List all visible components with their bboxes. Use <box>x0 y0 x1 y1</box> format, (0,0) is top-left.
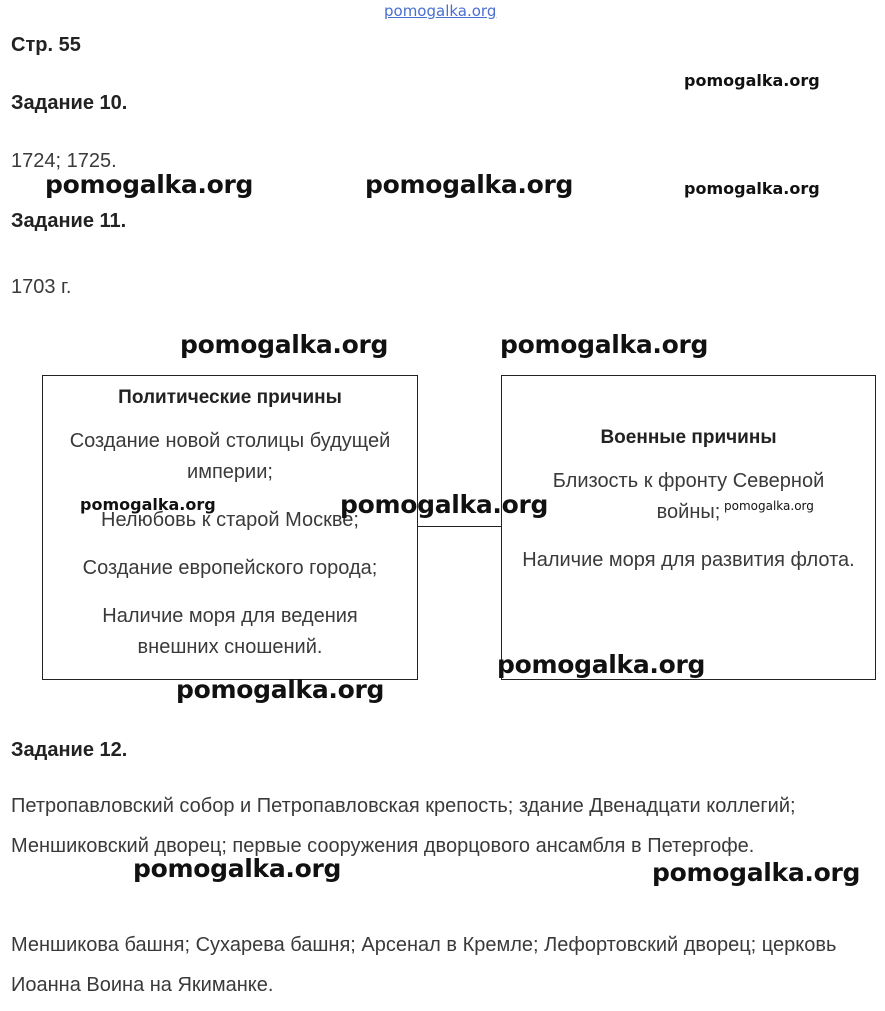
task-12-paragraph-2: Меншикова башня; Сухарева башня; Арсенал в Кремле; Лефортовский дворец; церковь Иоанна Воина на Якиманке. <box>11 934 837 996</box>
watermark: pomogalka.org <box>365 170 574 199</box>
watermark: pomogalka.org <box>340 490 549 519</box>
watermark: pomogalka.org <box>652 858 861 887</box>
military-reason-1: Близость к фронту Северной войны; <box>552 470 825 523</box>
watermark: pomogalka.org <box>133 854 342 883</box>
political-reason-2: Нелюбовь к старой Москве; <box>101 509 359 531</box>
watermark: pomogalka.org <box>80 495 216 514</box>
page-label: Стр. 55 <box>11 34 81 56</box>
task-11-title: Задание 11. <box>11 210 127 232</box>
task-11-answer: 1703 г. <box>11 276 72 298</box>
watermark: pomogalka.org <box>684 179 820 198</box>
watermark: pomogalka.org <box>45 170 254 199</box>
political-reason-4: Наличие моря для ведения внешних сношений. <box>102 605 358 658</box>
political-reason-3: Создание европейского города; <box>82 557 378 579</box>
connector-line <box>418 526 501 527</box>
military-reasons-box <box>501 375 876 680</box>
watermark: pomogalka.org <box>724 499 814 513</box>
political-reasons-title: Политические причины <box>118 387 342 408</box>
watermark: pomogalka.org <box>180 330 389 359</box>
watermark: pomogalka.org <box>500 330 709 359</box>
political-reasons-box <box>42 375 418 680</box>
political-reason-1: Создание новой столицы будущей империи; <box>69 430 391 483</box>
task-12-title: Задание 12. <box>11 739 128 761</box>
watermark: pomogalka.org <box>684 71 820 90</box>
military-reasons-title: Военные причины <box>600 427 777 448</box>
task-10-answer: 1724; 1725. <box>11 150 117 172</box>
watermark: pomogalka.org <box>176 675 385 704</box>
watermark: pomogalka.org <box>497 650 706 679</box>
watermark-top: pomogalka.org <box>384 2 497 20</box>
task-10-title: Задание 10. <box>11 92 128 114</box>
task-12-paragraph-1: Петропавловский собор и Петропавловская крепость; здание Двенадцати коллегий; Меншиковский дворец; первые сооружения дворцового ансамбля в Петергофе. <box>11 795 796 857</box>
military-reason-2: Наличие моря для развития флота. <box>522 549 855 571</box>
